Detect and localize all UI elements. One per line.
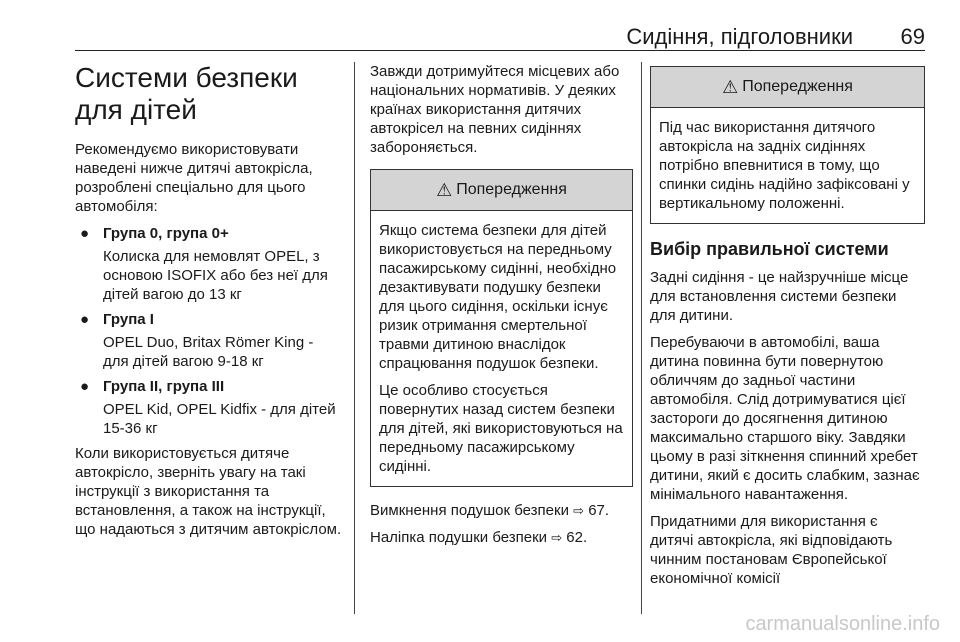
warning-body	[371, 211, 632, 486]
header-title: Сидіння, підголовники	[626, 24, 853, 49]
bullet-icon: ●	[80, 225, 90, 242]
bullet-icon: ●	[80, 378, 90, 395]
list-item	[75, 310, 343, 371]
cross-reference	[370, 528, 633, 547]
column-divider	[641, 62, 642, 614]
reference-text: Вимкнення подушок безпеки	[370, 502, 569, 519]
subsection-heading: Вибір правильної системи	[650, 239, 889, 259]
warning-box	[650, 66, 925, 224]
warning-paragraph: Якщо система безпеки для дітей використовується на передньому пасажирському сидінні, необхідно дезактивувати подушку безпеки для цього сидіння, оскільки існує ризик отримання смертельної травми дитиною внаслідок спрацювання подушок безпеки.	[379, 222, 617, 372]
paragraph: Придатними для використання є дитячі автокрісла, які відповідають чинним постановам Європейської економічної комісії	[650, 513, 893, 587]
column-3	[650, 62, 925, 596]
section-heading: Системи безпеки для дітей	[75, 62, 298, 125]
item-title: Група II, група III	[103, 378, 225, 395]
warning-triangle-icon: ⚠	[436, 180, 453, 200]
warning-triangle-icon: ⚠	[722, 77, 739, 97]
page-number: 69	[900, 24, 925, 49]
reference-text: Наліпка подушки безпеки	[370, 529, 548, 546]
seat-group-list	[75, 224, 343, 438]
item-title: Група I	[103, 311, 154, 328]
item-body: Колиска для немовлят OPEL, з основою ISOFIX або без неї для дітей вагою до 13 кг	[103, 248, 328, 303]
column-2	[370, 62, 633, 555]
warning-header	[651, 67, 924, 108]
outro-paragraph: Коли використовується дитяче автокрісло, зверніть увагу на такі інструкції з використання та встановлення, а також на інструкції, що надаються з дитячим автокріслом.	[75, 445, 342, 538]
warning-header	[371, 170, 632, 211]
watermark: carmanualsonline.info	[745, 613, 940, 635]
item-body: OPEL Duo, Britax Römer King - для дітей вагою 9-18 кг	[103, 334, 314, 370]
item-title: Група 0, група 0+	[103, 225, 229, 242]
column-1	[75, 62, 343, 547]
reference-page[interactable]: 67.	[588, 502, 610, 519]
cross-reference	[370, 501, 633, 520]
warning-title: Попередження	[456, 181, 567, 198]
list-item	[75, 224, 343, 304]
warning-title: Попередження	[742, 78, 853, 95]
column-divider	[354, 62, 355, 614]
bullet-icon: ●	[80, 311, 90, 328]
warning-box	[370, 169, 633, 487]
reference-page[interactable]: 62.	[566, 529, 588, 546]
warning-body	[651, 108, 924, 223]
item-body: OPEL Kid, OPEL Kidfix - для дітей 15-36 кг	[103, 401, 336, 437]
warning-paragraph: Це особливо стосується повернутих назад систем безпеки для дітей, які використовуються на передньому пасажирському сидінні.	[379, 382, 623, 475]
list-item	[75, 377, 343, 438]
paragraph: Задні сидіння - це найзручніше місце для встановлення системи безпеки для дитини.	[650, 269, 909, 324]
warning-paragraph: Під час використання дитячого автокрісла на задніх сидіннях потрібно впевнитися в тому, що спинки сидінь надійно зафіксовані у вертикальному положенні.	[659, 119, 910, 212]
page-ref-icon: ⇨	[573, 503, 585, 518]
page-header	[75, 0, 925, 51]
intro-paragraph: Рекомендуємо використовувати наведені нижче дитячі автокрісла, розроблені спеціально для цього автомобіля:	[75, 141, 313, 215]
page-ref-icon: ⇨	[551, 530, 563, 545]
paragraph: Завжди дотримуйтеся місцевих або національних нормативів. У деяких країнах використання дитячих автокрісел на певних сидіннях забороняється.	[370, 63, 620, 156]
paragraph: Перебуваючи в автомобілі, ваша дитина повинна бути повернутою обличчям до задньої частини автомобіля. Слід дотримуватися цієї застороги до досягнення дитиною максимально старшого віку. Завдяки цьому в разі зіткнення спинний хребет дитини, який є досить слабким, зазнає мінімального навантаження.	[650, 334, 920, 503]
